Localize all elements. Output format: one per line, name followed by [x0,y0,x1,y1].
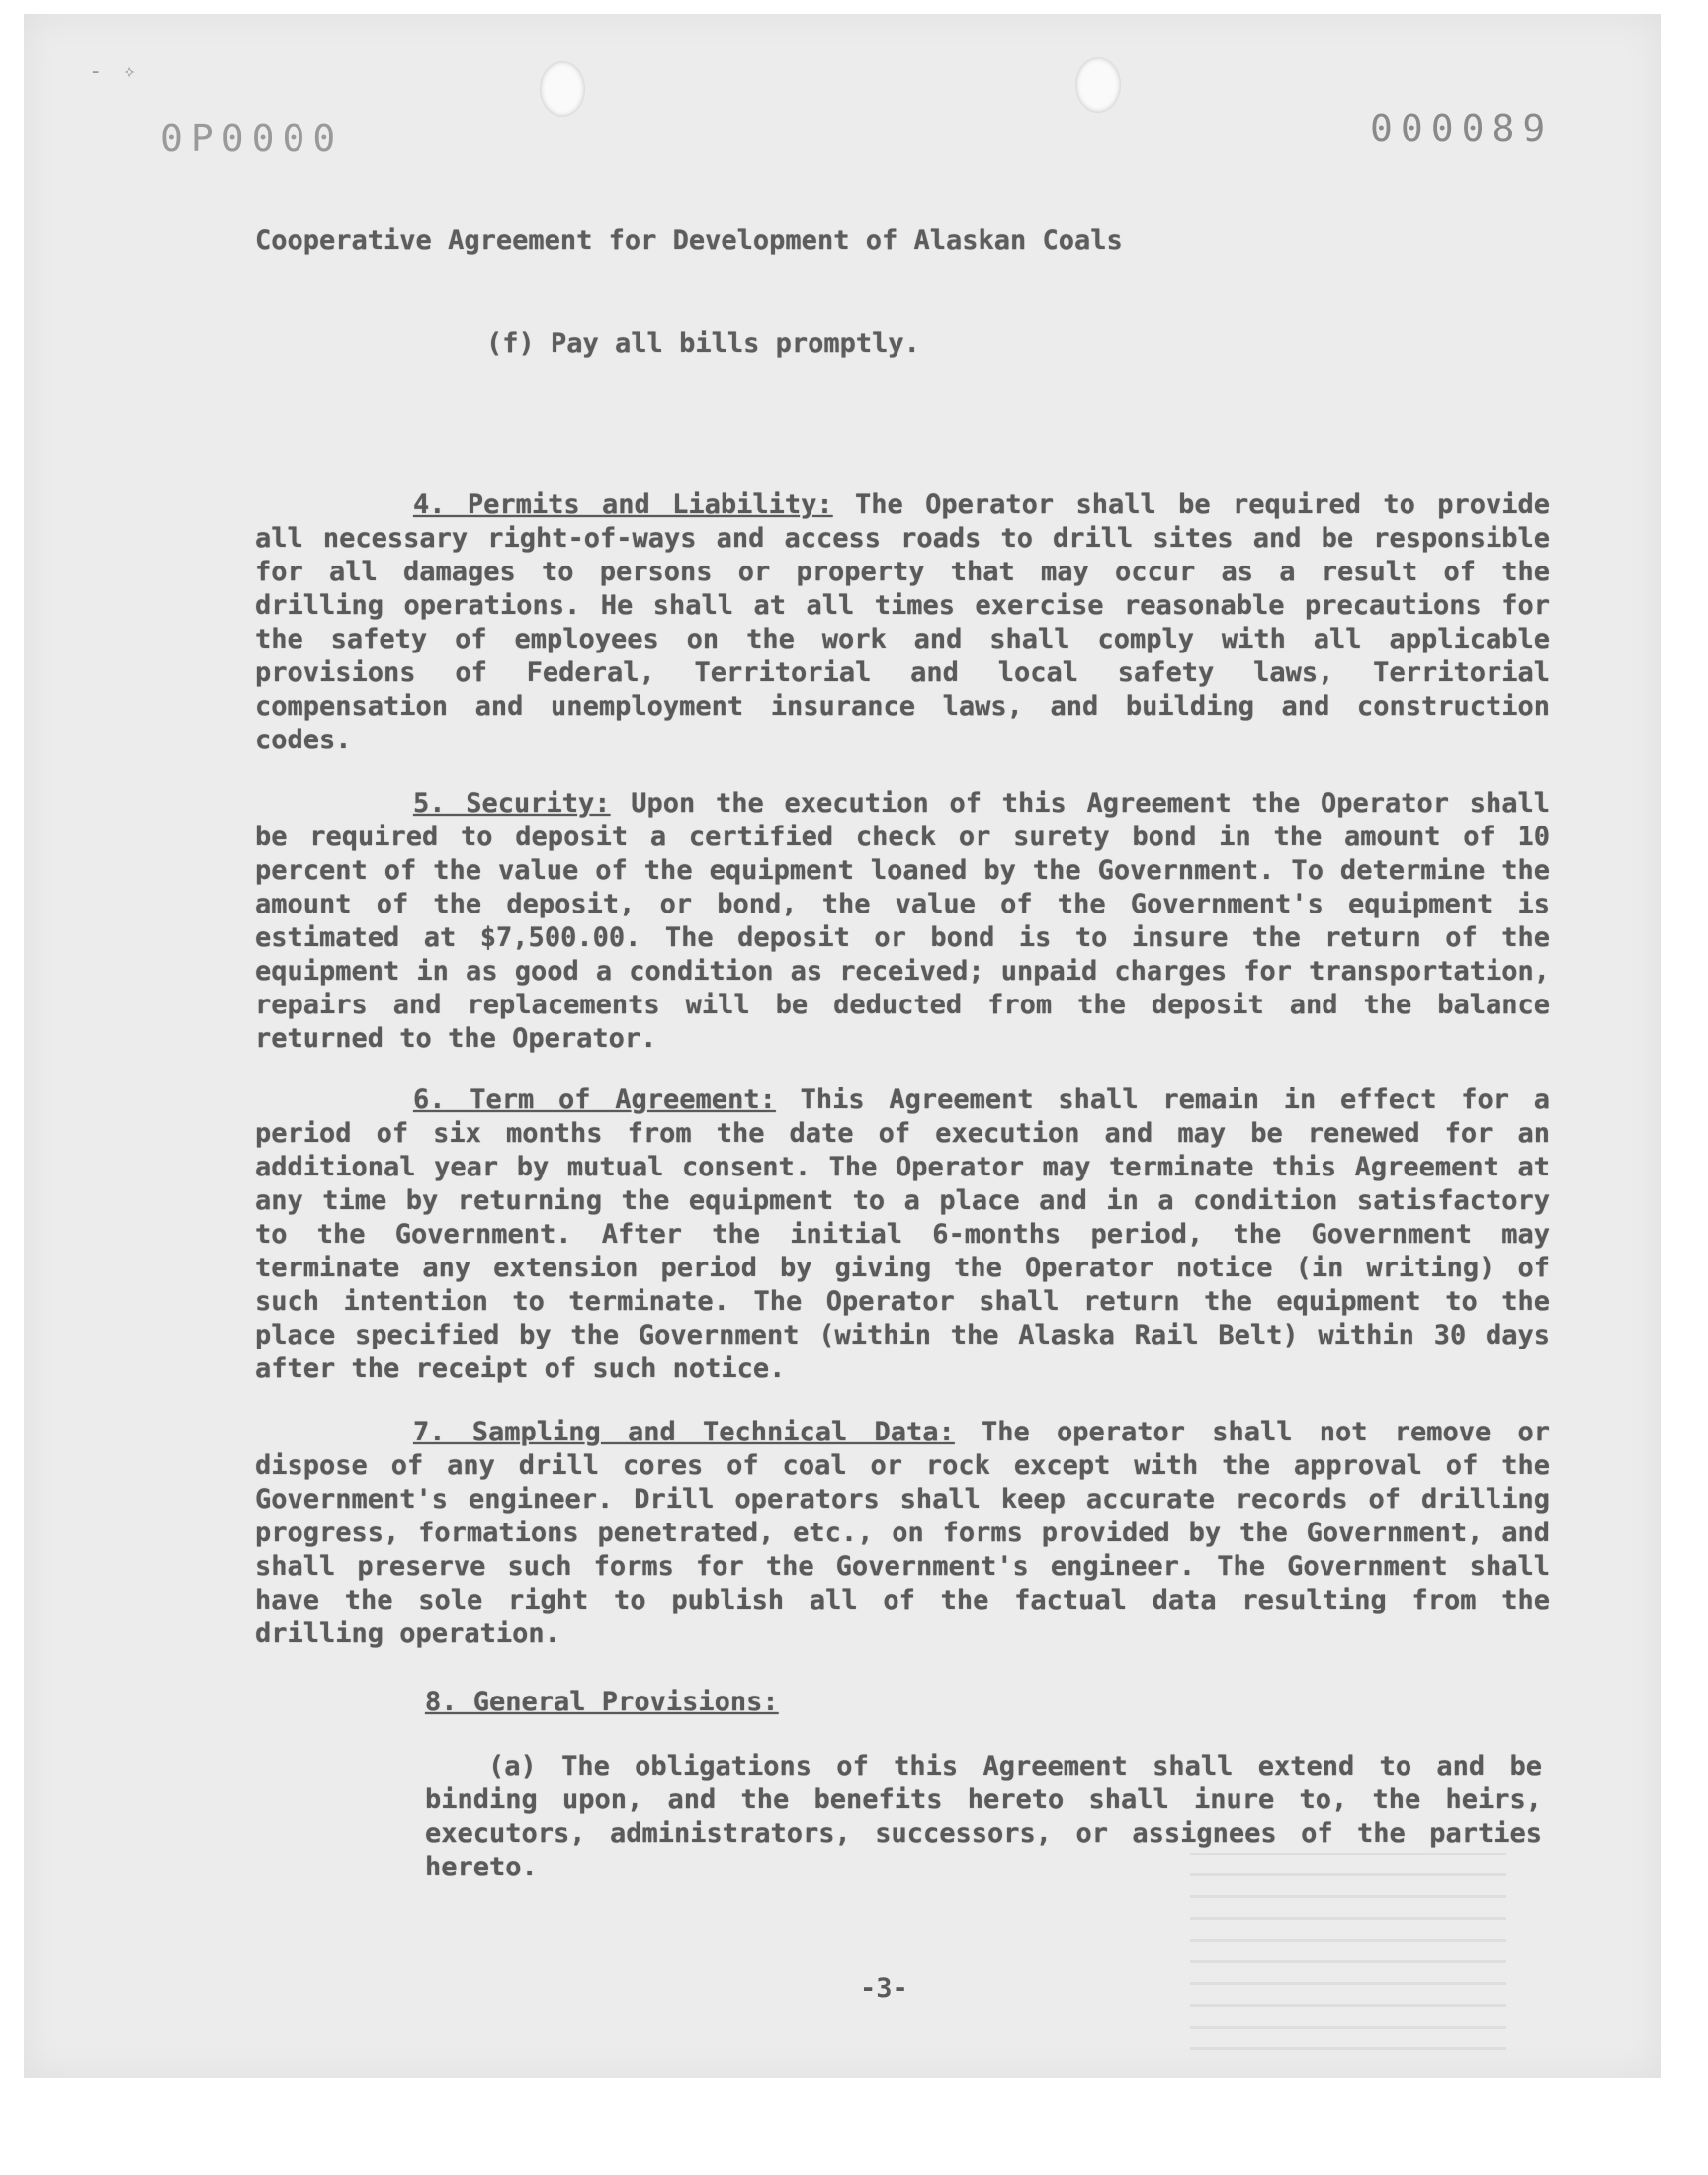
section-sampling-technical-data [255,1416,1550,1651]
section-8-heading: 8. General Provisions: [425,1687,779,1717]
stamp-number-right: 000089 [1370,107,1554,150]
stamp-number-left: 0P0000 [160,117,344,160]
item-f-pay-bills: (f) Pay all bills promptly. [486,328,920,359]
section-8-item-a: (a) The obligations of this Agreement shall extend to and be binding upon, and the benefits hereto shall inure to, the heirs, executors, administrators, successors, or assignees of the parties hereto. [425,1751,1542,1882]
section-5-body: Upon the execution of this Agreement the Operator shall be required to deposit a certified check or surety bond in the amount of 10 percent of the value of the equipment loaned by the Government. To determine the amount of the deposit, or bond, the value of the Government's equipment is estimated at $7,500.00. The deposit or bond is to insure the return of the equipment in as good a condition as received; unpaid charges for transportation, repairs and replacements will be deducted from the deposit and the balance returned to the Operator. [255,788,1550,1054]
bleed-through-texture [1190,1853,1506,2050]
page-number: -3- [860,1973,908,2004]
section-7-heading: 7. Sampling and Technical Data: [413,1417,955,1447]
section-permits-liability [255,488,1550,757]
corner-mark: - ✧ [89,59,140,84]
punch-hole-left [540,61,585,117]
section-5-heading: 5. Security: [413,788,611,819]
document-page [24,14,1661,2078]
section-4-heading: 4. Permits and Liability: [413,489,833,520]
section-security [255,787,1550,1056]
section-4-body: The Operator shall be required to provide all necessary right-of-ways and access roads to drill sites and be responsible for all damages to persons or property that may occur as a result of the drilling operations. He shall at all times exercise reasonable precautions for the safety of employees on the work and shall comply with all applicable provisions of Federal, Territorial and local safety laws, Territorial compensation and unemployment insurance laws, and building and construction codes. [255,489,1550,755]
section-7-body: The operator shall not remove or dispose of any drill cores of coal or rock except with the approval of the Government's engineer. Drill operators shall keep accurate records of drilling progress, formations penetrated, etc., on forms provided by the Government, and shall preserve such forms for the Government's engineer. The Government shall have the sole right to publish all of the factual data resulting from the drilling operation. [255,1417,1550,1649]
section-6-heading: 6. Term of Agreement: [413,1085,776,1115]
punch-hole-right [1075,57,1121,113]
document-title: Cooperative Agreement for Development of Alaskan Coals [255,225,1123,256]
section-term-of-agreement [255,1084,1550,1386]
section-6-body: This Agreement shall remain in effect for a period of six months from the date of execution and may be renewed for an additional year by mutual consent. The Operator may terminate this Agreement at any time by returning the equipment to a place and in a condition satisfactory to the Government. After the initial 6-months period, the Government may terminate any extension period by giving the Operator notice (in writing) of such intention to terminate. The Operator shall return the equipment to the place specified by the Government (within the Alaska Rail Belt) within 30 days after the receipt of such notice. [255,1085,1550,1384]
